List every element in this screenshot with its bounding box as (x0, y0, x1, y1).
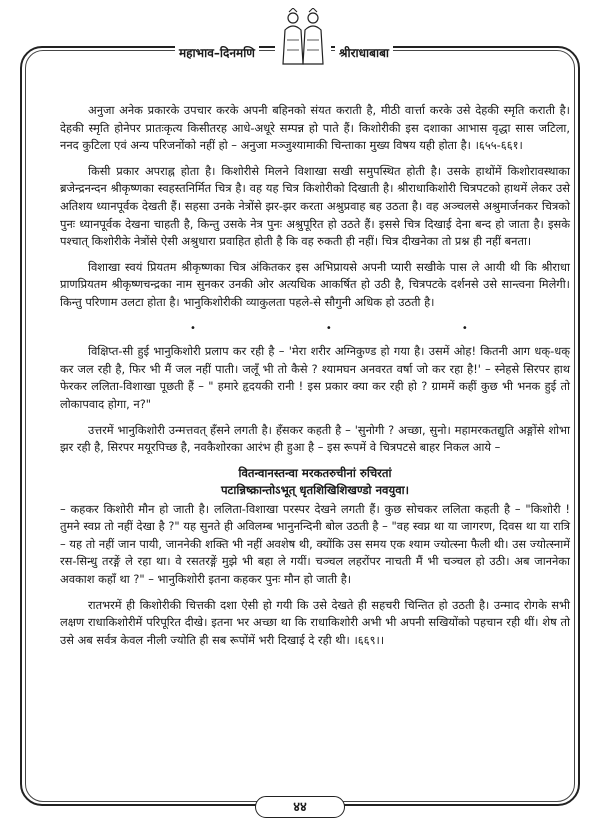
verse-line-1: वितन्वानस्तन्वा मरकतरुचीनां रुचिरतां (238, 465, 392, 480)
page-content (60, 102, 598, 657)
page-number: ४४ (255, 796, 345, 818)
verse-line-2: पटान्निष्क्रान्तोऽभूत् धृतशिखिशिखण्डो नवयुवा। (220, 482, 410, 497)
radha-krishna-emblem-icon (275, 8, 331, 70)
paragraph-3: विशाखा स्वयं प्रियतम श्रीकृष्णका चित्र अंकितकर इस अभिप्रायसे अपनी प्यारी सखीके पास ले आयी थी कि श्रीराधा प्राणप्रियतम श्रीकृष्णचन्द्रका नाम सुनकर उनकी ओर अत्यधिक आकर्षित हो उठी है, चित्रपटके दर्शनसे उसे सान्त्वना मिलेगी। किन्तु परिणाम उलटा होता है। भानुकिशोरीकी व्याकुलता पहले-से सौगुनी अधिक हो उठती है। (60, 259, 570, 309)
paragraph-2: किसी प्रकार अपराह्न होता है। किशोरीसे मिलने विशाखा सखी समुपस्थित होती है। उसके हाथोंमें किशोरावस्थाका ब्रजेन्द्रनन्दन श्रीकृष्णका स्वहस्तनिर्मित चित्र है। वह यह चित्र किशोरीको दिखाती है। श्रीराधाकिशोरी चित्रपटको हाथमें लेकर उसे अतिशय ध्यानपूर्वक देखती हैं। सहसा उनके नेत्रोंसे झर-झर करता अश्रुप्रवाह बह उठता है। वह अञ्चलसे अश्रुमार्जनकर चित्रको पुनः ध्यानपूर्वक देखना चाहती है, किन्तु उसके नेत्र पुनः अश्रुपूरित हो उठते हैं। इससे चित्र दिखाई देना बन्द हो जाता है। इसके पश्चात् किशोरीके नेत्रोंसे ऐसी अश्रुधारा प्रवाहित होती है कि वह रुकती ही नहीं। चित्र दीखनेका तो प्रश्न ही नहीं बनता। (60, 163, 570, 249)
section-separator: ••• (190, 322, 598, 334)
paragraph-5: उत्तरमें भानुकिशोरी उन्मत्तवत् हँसने लगती है। हँसकर कहती है – 'सुनोगी ? अच्छा, सुनो। महामरकतद्युति अङ्गोंसे शोभा झर रही है, सिरपर मयूरपिच्छ है, नवकैशोरका आरंभ ही हुआ है – इस रूपमें वे चित्रपटसे बाहर निकल आये – (60, 422, 570, 455)
paragraph-1: अनुजा अनेक प्रकारके उपचार करके अपनी बहिनको संयत कराती है, मीठी वार्त्ता करके उसे देहकी स्मृति कराती है। देहकी स्मृति होनेपर प्रातःकृत्य किसीतरह आधे-अधूरे सम्पन्न हो पाते हैं। किशोरीकी इस दशाका आभास वृद्धा सास जटिला, ननद कुटिला एवं अन्य परिजनोंको नहीं हो – अनुजा मञ्जुश्यामाकी चिन्ताका मुख्य विषय यही होता है। ।६५५-६६१। (60, 103, 570, 153)
sanskrit-verse (60, 465, 570, 499)
paragraph-7: रातभरमें ही किशोरीकी चित्तकी दशा ऐसी हो गयी कि उसे देखते ही सहचरी चिन्तित हो उठती है। उन्माद रोगके सभी लक्षण राधाकिशोरीमें परिपूरित दीखे। इतना भर अच्छा था कि राधाकिशोरी अभी भी अपनी सखियोंको पहचान रही थीं। शेष तो उसे अब सर्वत्र केवल नीली ज्योति ही सब रूपोंमें भरी दिखाई दे रही थी। ।६६९।। (60, 597, 570, 647)
header-book-title: महाभाव–दिनमणि (175, 44, 259, 61)
paragraph-6: – कहकर किशोरी मौन हो जाती है। ललिता-विशाखा परस्पर देखने लगती हैं। कुछ सोचकर ललिता कहती है – "किशोरी ! तुमने स्वप्न तो नहीं देखा है ?" यह सुनते ही अविलम्ब भानुनन्दिनी बोल उठती है – "वह स्वप्न था या जागरण, दिवस था या रात्रि – यह तो नहीं जान पायी, जाननेकी शक्ति भी नहीं अवशेष थी, क्योंकि उस समय एक श्याम ज्योत्स्ना फैली थी। उस ज्योत्स्नामें रस-सिन्धु तरङ्गें ले रहा था। वे रसतरङ्गें मुझे भी बहा ले गयीं। चञ्चल लहरोंपर नाचती मैं भी चञ्चल हो उठी। अब जाननेका अवकाश कहाँ था ?" – भानुकिशोरी इतना कहकर पुनः मौन हो जाती है। (60, 501, 570, 587)
header-author: श्रीराधाबाबा (335, 44, 393, 61)
paragraph-4: विक्षिप्त-सी हुई भानुकिशोरी प्रलाप कर रही है – 'मेरा शरीर अग्निकुण्ड हो गया है। उसमें ओह! कितनी आग धक्-धक् कर जल रही है, फिर भी मैं जल नहीं पाती। जलूँ भी तो कैसे ? श्यामघन अनवरत वर्षा जो कर रहा है!' – स्नेहसे सिरपर हाथ फेरकर ललिता-विशाखा पूछती हैं – " हमारे हृदयकी रानी ! इस प्रकार क्या कर रही हो ? ग्राममें कहीं कुछ भी भनक हुई तो लोकापवाद होगा, न?" (60, 344, 570, 411)
